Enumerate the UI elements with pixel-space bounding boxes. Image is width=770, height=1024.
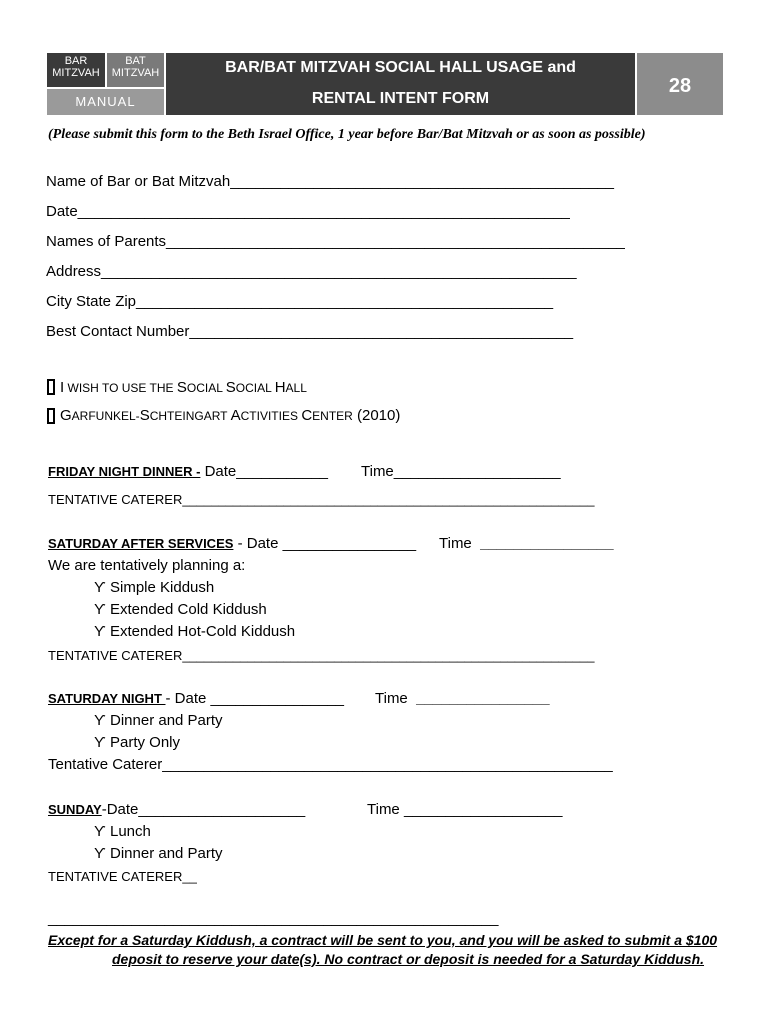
friday-time-field[interactable]: Time____________________ (361, 463, 561, 480)
field-city-state-zip[interactable]: City State Zip__________________________________________________ (46, 293, 554, 310)
sunday-time-field[interactable]: Time ___________________ (367, 801, 563, 818)
sunday-row (48, 801, 305, 819)
logo-bar-cell (47, 53, 105, 87)
sunday-heading: SUNDAY (48, 802, 102, 817)
saturday-night-option-party-only[interactable]: ϒ Party Only (94, 734, 181, 751)
saturday-services-caterer-field[interactable]: TENTATIVE CATERER_________________________________________________________ (48, 648, 595, 663)
saturday-night-heading: SATURDAY NIGHT (48, 691, 166, 706)
logo-mitzvah-text: MITZVAH (52, 67, 100, 79)
friday-dinner-row (48, 463, 328, 481)
field-address[interactable]: Address_________________________________________________________ (46, 263, 577, 280)
logo-bat-cell (107, 53, 164, 87)
saturday-night-option-dinner-party[interactable]: ϒ Dinner and Party (94, 712, 223, 729)
kiddush-option-extended-cold[interactable]: ϒ Extended Cold Kiddush (94, 601, 267, 618)
activities-center-checkbox[interactable] (47, 408, 55, 424)
saturday-services-date-field[interactable]: - Date ________________ (233, 535, 417, 552)
bullet-icon: ϒ (94, 601, 106, 618)
logo-bar-text: BAR (64, 55, 88, 67)
kiddush-option-extended-hot-cold[interactable]: ϒ Extended Hot-Cold Kiddush (94, 623, 296, 640)
logo-bat-text: BAT (125, 55, 146, 67)
kiddush-option-simple[interactable]: ϒ Simple Kiddush (94, 579, 215, 596)
sunday-caterer-field[interactable]: TENTATIVE CATERER__ (48, 869, 197, 884)
footer-note-line-1: Except for a Saturday Kiddush, a contract will be sent to you, and you will be asked to submit a $100 (48, 932, 718, 948)
activities-center-option: GARFUNKEL-SCHTEINGART ACTIVITIES CENTER (2010) (60, 407, 401, 424)
field-best-contact-number[interactable]: Best Contact Number______________________________________________ (46, 323, 574, 340)
footer-note (48, 932, 738, 967)
form-title-line-1: BAR/BAT MITZVAH SOCIAL HALL USAGE and (225, 59, 576, 76)
saturday-services-planning: We are tentatively planning a: (48, 557, 246, 574)
field-bar-bat-mitzvah-name[interactable]: Name of Bar or Bat Mitzvah______________________________________________ (46, 173, 614, 190)
saturday-night-caterer-field[interactable]: Tentative Caterer______________________________________________________ (48, 756, 613, 773)
field-date[interactable]: Date___________________________________________________________ (46, 203, 570, 220)
saturday-services-time-field[interactable]: Time ________________ (439, 535, 614, 552)
bullet-icon: ϒ (94, 845, 106, 862)
logo-mitzvah-text-2: MITZVAH (111, 67, 160, 79)
saturday-night-date-field[interactable]: - Date ________________ (165, 690, 344, 707)
bullet-icon: ϒ (94, 823, 106, 840)
footer-note-line-2: deposit to reserve your date(s). No contract or deposit is needed for a Saturday Kiddush. (112, 951, 705, 967)
friday-caterer-field[interactable]: TENTATIVE CATERER_________________________________________________________ (48, 492, 595, 507)
saturday-night-row (48, 690, 344, 708)
sunday-date-field[interactable]: -Date____________________ (101, 801, 306, 818)
manual-logo (47, 53, 164, 115)
sunday-option-lunch[interactable]: ϒ Lunch (94, 823, 151, 840)
saturday-services-row (48, 535, 416, 553)
sunday-option-dinner-party[interactable]: ϒ Dinner and Party (94, 845, 223, 862)
form-title (166, 53, 635, 115)
form-title-line-2: RENTAL INTENT FORM (311, 90, 490, 107)
page-number: 28 (637, 53, 723, 115)
instructions: (Please submit this form to the Beth Israel Office, 1 year before Bar/Bat Mitzvah or as soon as possible) (48, 127, 646, 142)
friday-dinner-heading: FRIDAY NIGHT DINNER - (48, 464, 201, 479)
bullet-icon: ϒ (94, 712, 106, 729)
bullet-icon: ϒ (94, 579, 106, 596)
saturday-services-heading: SATURDAY AFTER SERVICES (48, 536, 234, 551)
bullet-icon: ϒ (94, 734, 106, 751)
bullet-icon: ϒ (94, 623, 106, 640)
friday-date-field[interactable]: Date___________ (200, 463, 329, 480)
social-hall-checkbox[interactable] (47, 379, 55, 395)
logo-manual-cell: MANUAL (47, 89, 164, 115)
signature-line[interactable]: ______________________________________________________ (48, 910, 499, 927)
field-parents-names[interactable]: Names of Parents_______________________________________________________ (46, 233, 625, 250)
saturday-night-time-field[interactable]: Time ________________ (375, 690, 550, 707)
social-hall-option: I WISH TO USE THE SOCIAL SOCIAL HALL (60, 379, 307, 396)
